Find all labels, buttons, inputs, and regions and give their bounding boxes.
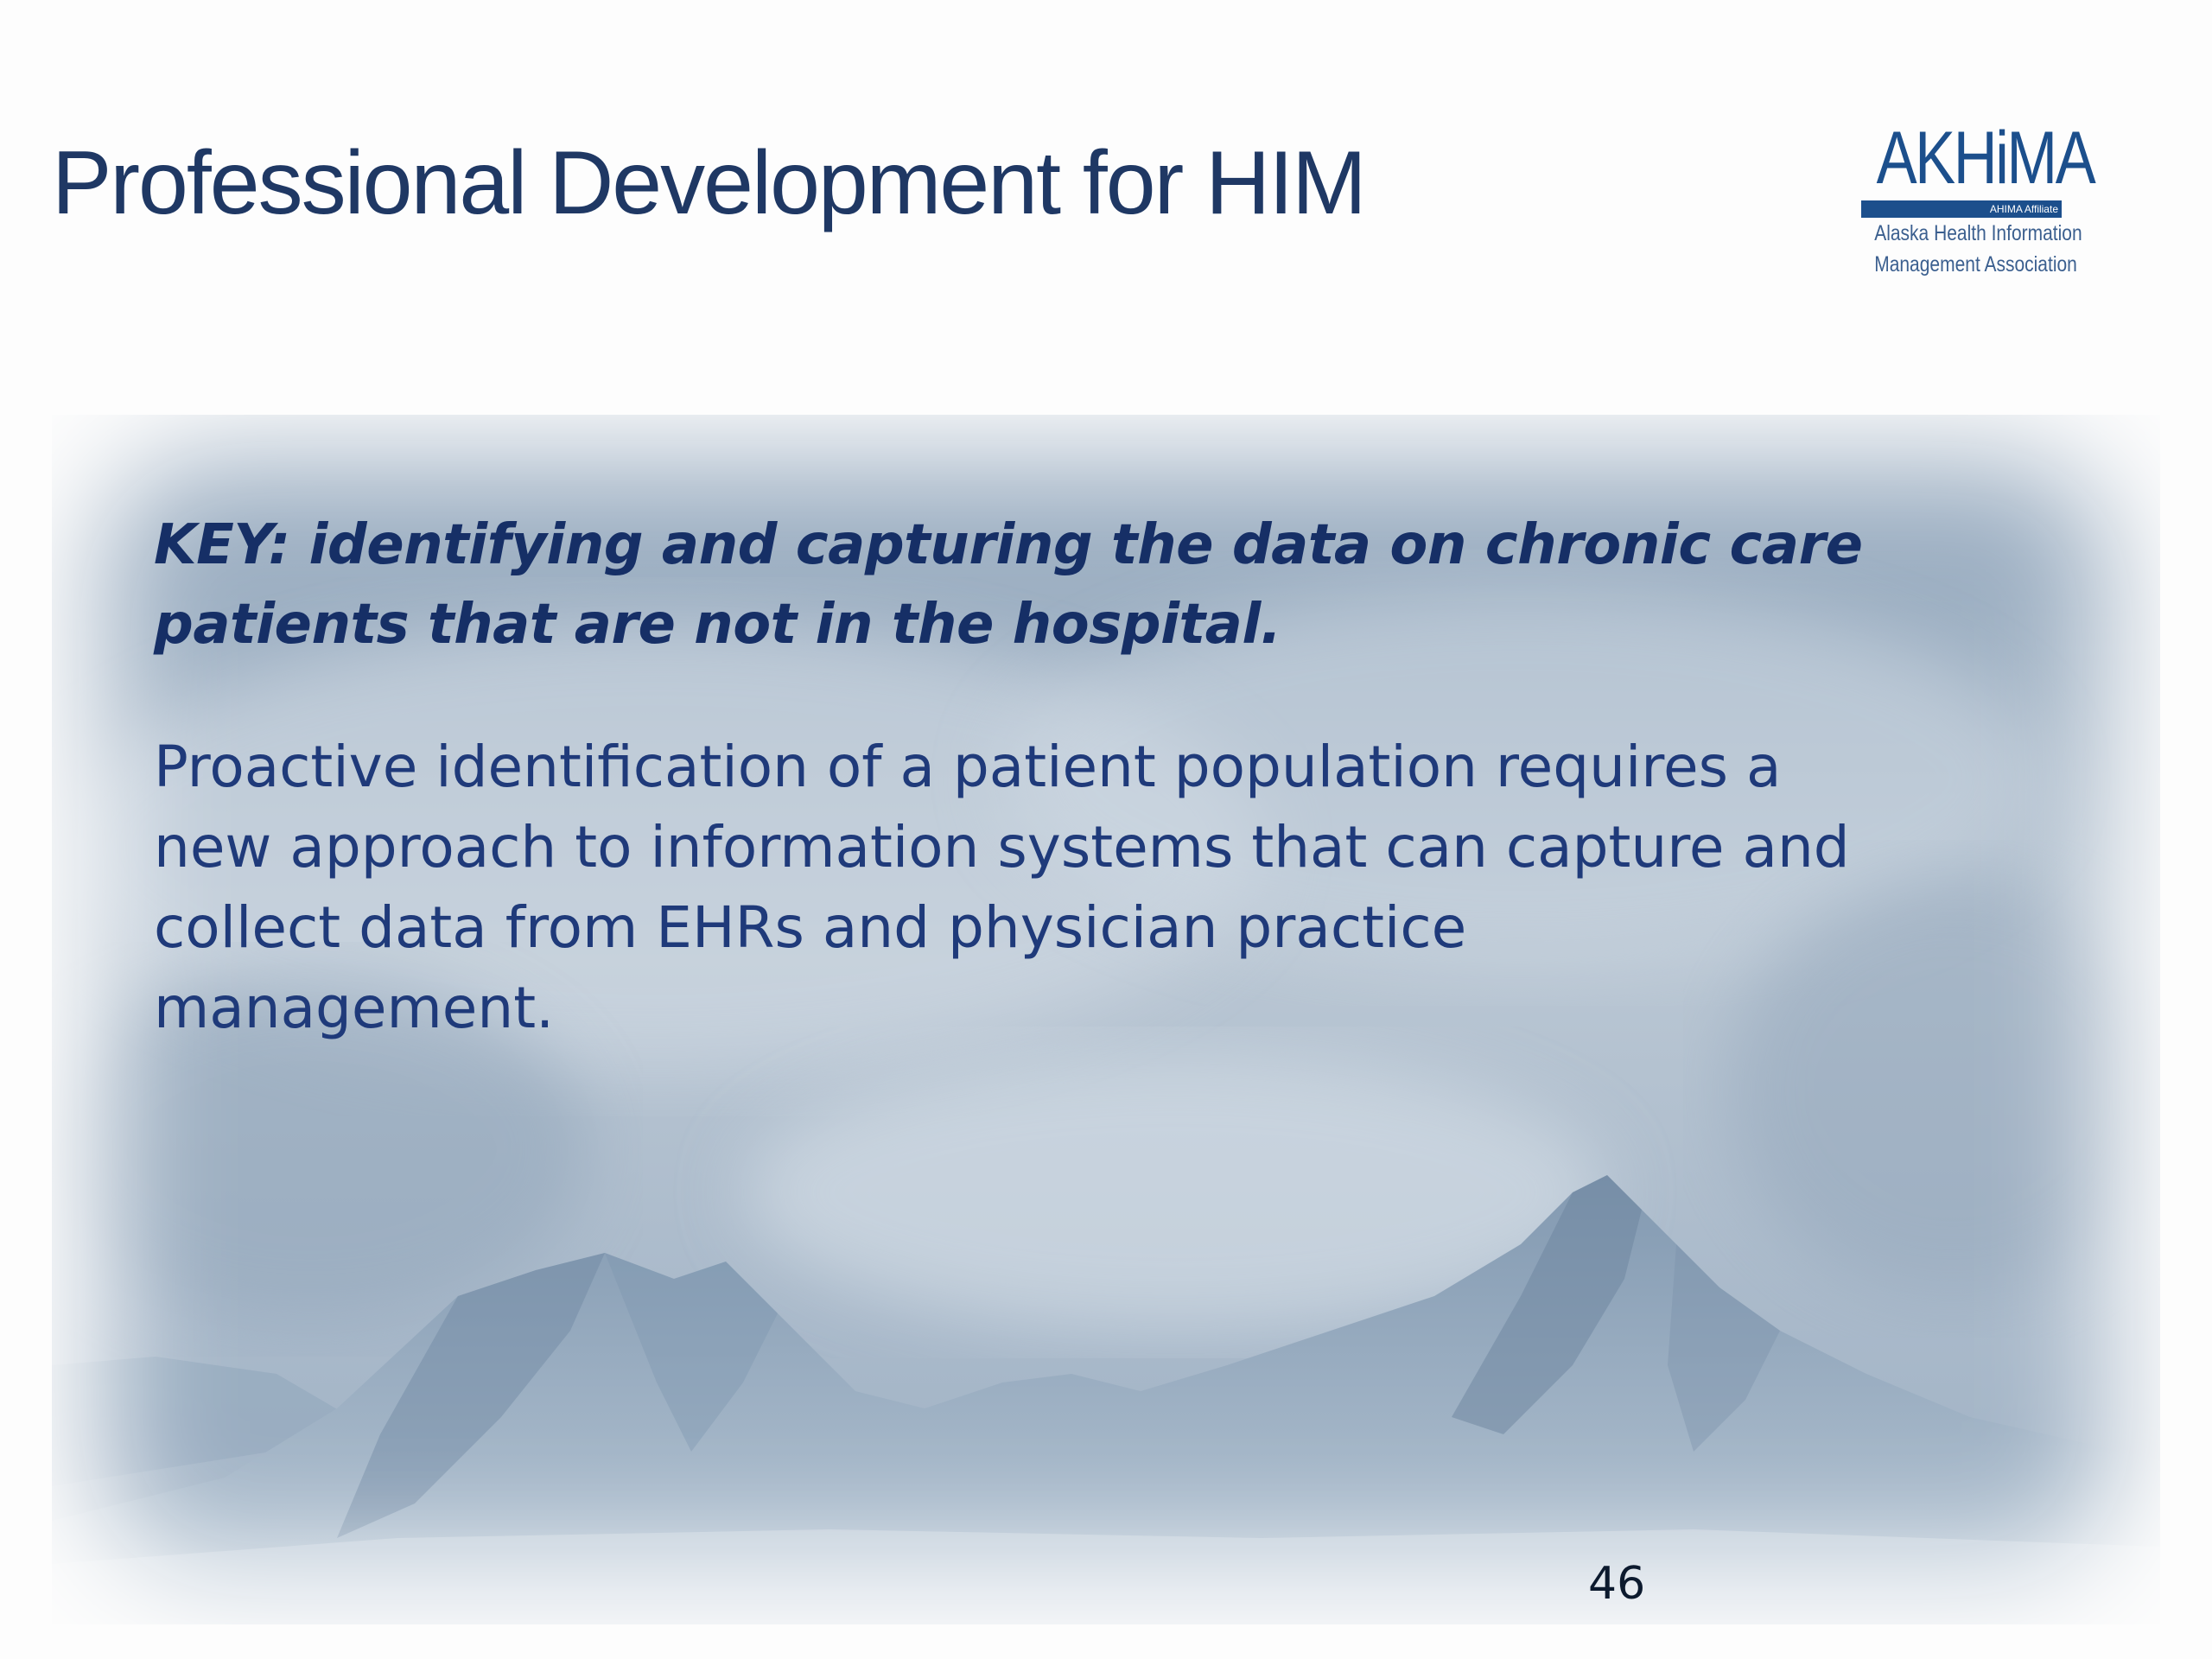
slide-title: Professional Development for HIM: [52, 133, 1365, 233]
logo-affiliate: AHIMA Affiliate: [1989, 203, 2058, 215]
slide-content: [154, 505, 1882, 1048]
logo-caption-line2: Management Association: [1874, 252, 2077, 276]
body-paragraph: Proactive identification of a patient population requires a new approach to information systems that can capture and collect data from EHRs and physician practice management.: [154, 734, 1850, 1041]
logo-bar: [1861, 200, 2062, 218]
page-number: 46: [1588, 1558, 1646, 1610]
akhima-logo: [1858, 117, 2094, 285]
logo-mark: AKHiMA: [1876, 117, 2094, 200]
key-statement: KEY: identifying and capturing the data on chronic care patients that are not in the hospital.: [154, 513, 1863, 657]
logo-caption-line1: Alaska Health Information: [1874, 221, 2082, 245]
